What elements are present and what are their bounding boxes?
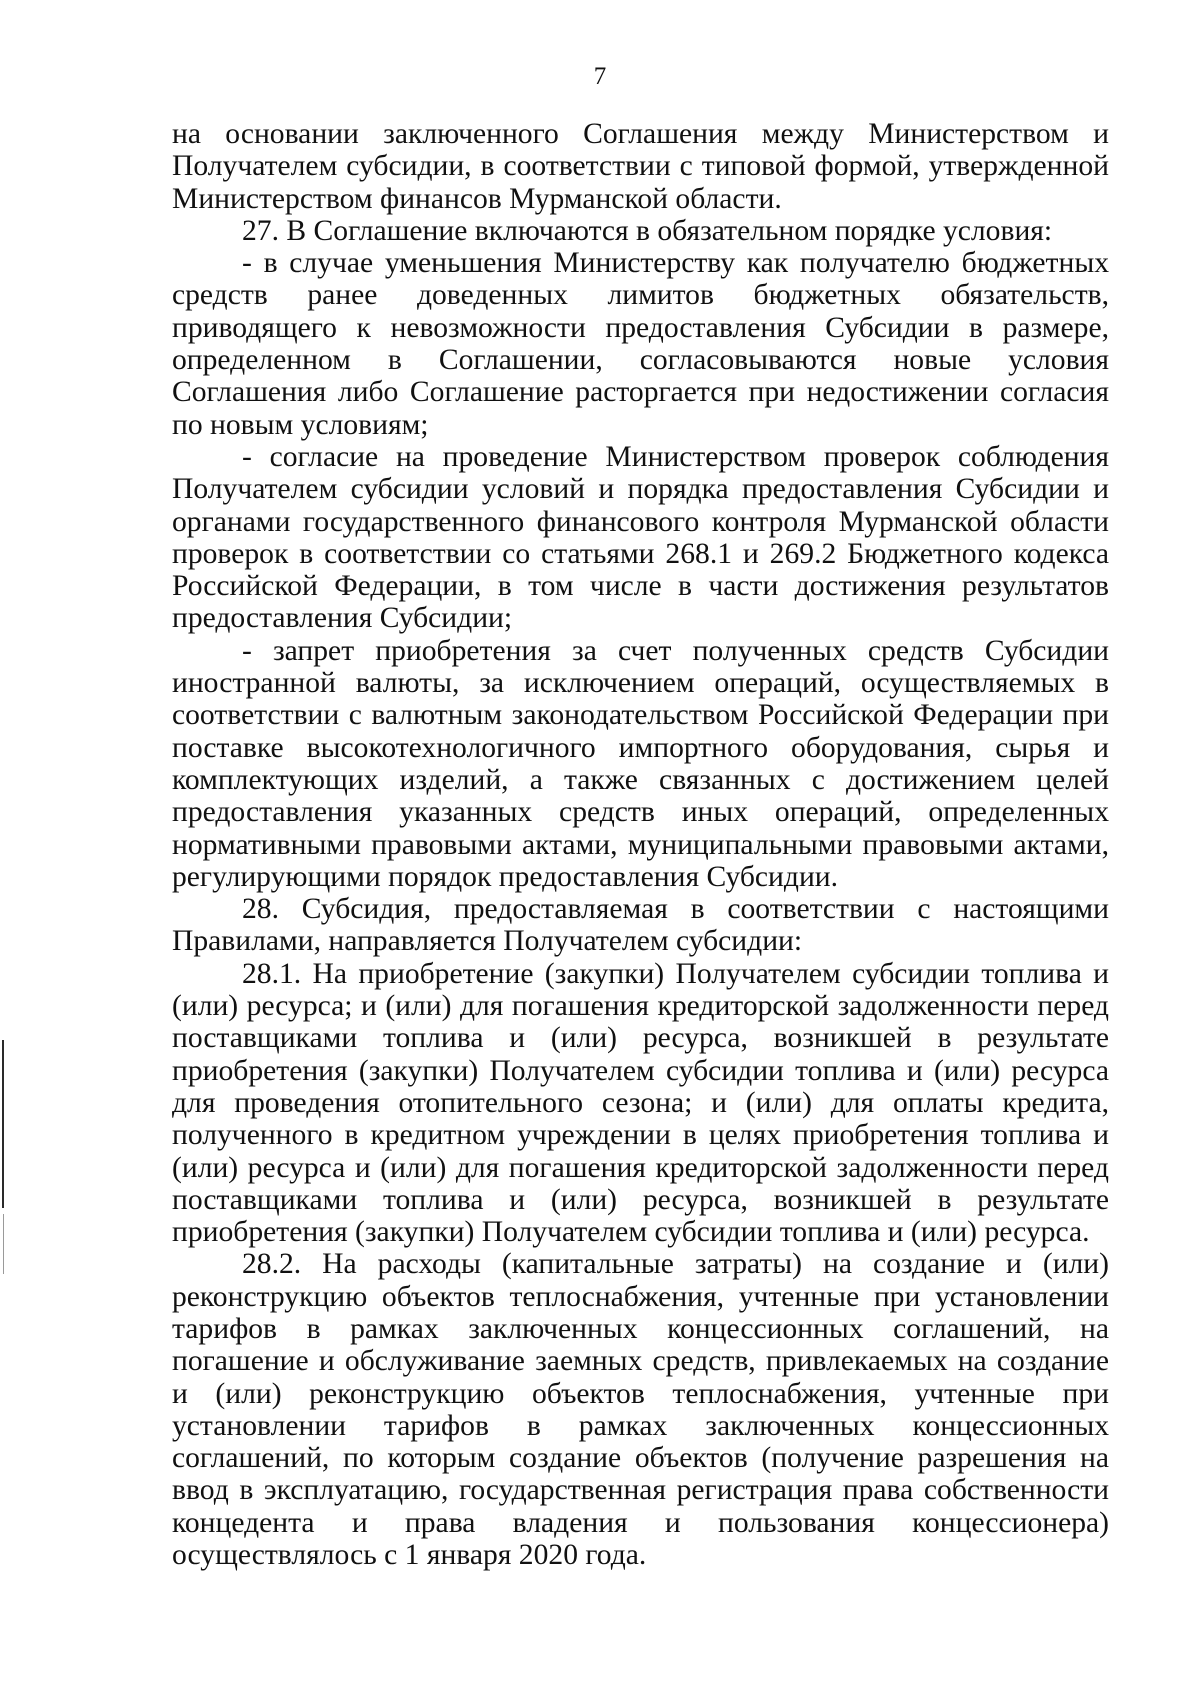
paragraph-27-item-1: - в случае уменьшения Министерству как получателю бюджетных средств ранее доведенных лимитов бюджетных обязательств, приводящего к невозможности предоставления Субсидии в размере, определенном в Соглашении, согласовываются новые условия Соглашения либо Соглашение расторгается при недостижении согласия по новым условиям;	[172, 247, 1109, 441]
paragraph-27-item-2: - согласие на проведение Министерством проверок соблюдения Получателем субсидии условий и порядка предоставления Субсидии и органами государственного финансового контроля Мурманской области проверок в соответствии со статьями 268.1 и 269.2 Бюджетного кодекса Российской Федерации, в том числе в части достижения результатов предоставления Субсидии;	[172, 440, 1109, 635]
paragraph-28-2: 28.2. На расходы (капитальные затраты) на создание и (или) реконструкцию объектов теплоснабжения, учтенные при установлении тарифов в рамках заключенных концессионных соглашений, на погашение и обслуживание заемных средств, привлекаемых на создание и (или) реконструкцию объектов теплоснабжения, учтенные при установлении тарифов в рамках заключенных концессионных соглашений, по которым создание объектов (получение разрешения на ввод в эксплуатацию, государственная регистрация права собственности концедента и права владения и пользования концессионера) осуществлялось с 1 января 2020 года.	[172, 1248, 1109, 1572]
scan-edge-mark-faint	[3, 1214, 4, 1274]
page-number: 7	[593, 63, 607, 90]
paragraph-27-item-3: - запрет приобретения за счет полученных средств Субсидии иностранной валюты, за исключением операций, осуществляемых в соответствии с валютным законодательством Российской Федерации при поставке высокотехнологичного импортного оборудования, сырья и комплектующих изделий, а также связанных с достижением целей предоставления указанных средств иных операций, определенных нормативными правовыми актами, муниципальными правовыми актами, регулирующими порядок предоставления Субсидии.	[172, 634, 1109, 893]
paragraph-28-1: 28.1. На приобретение (закупки) Получателем субсидии топлива и (или) ресурса; и (или) для погашения кредиторской задолженности перед поставщиками топлива и (или) ресурса, возникшей в результате приобретения (закупки) Получателем субсидии топлива и (или) ресурса для проведения отопительного сезона; и (или) для оплаты кредита, полученного в кредитном учреждении в целях приобретения топлива и (или) ресурса и (или) для погашения кредиторской задолженности перед поставщиками топлива и (или) ресурса, возникшей в результате приобретения (закупки) Получателем субсидии топлива и (или) ресурса.	[172, 957, 1109, 1249]
scan-edge-mark	[2, 1040, 4, 1208]
document-body	[172, 118, 1109, 1571]
paragraph-28: 28. Субсидия, предоставляемая в соответствии с настоящими Правилами, направляется Получателем субсидии:	[172, 893, 1109, 958]
paragraph-continuation: на основании заключенного Соглашения между Министерством и Получателем субсидии, в соответствии с типовой формой, утвержденной Министерством финансов Мурманской области.	[172, 118, 1109, 215]
paragraph-27: 27. В Соглашение включаются в обязательном порядке условия:	[242, 214, 1053, 247]
